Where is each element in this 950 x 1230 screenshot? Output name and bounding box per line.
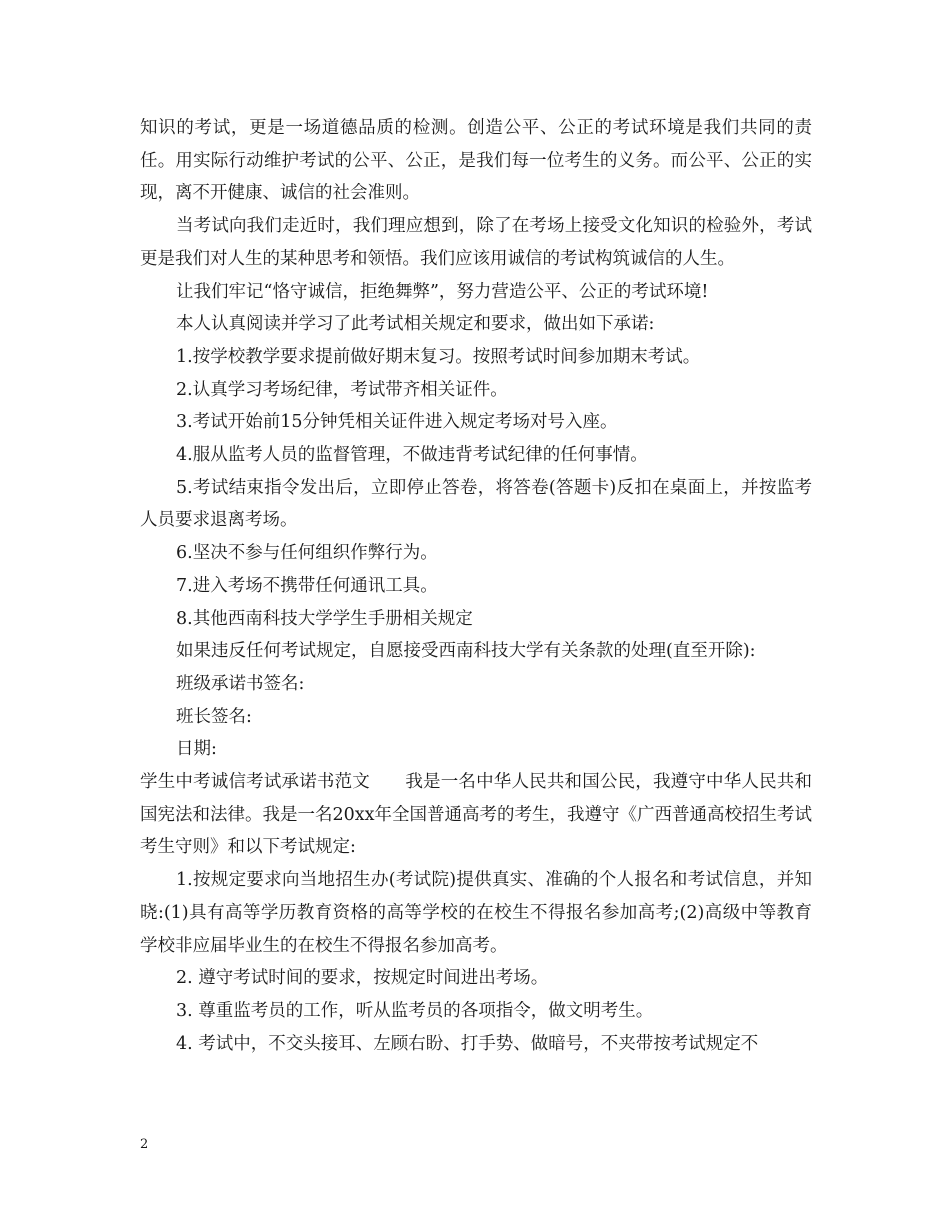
- paragraph: 当考试向我们走近时，我们理应想到，除了在考场上接受文化知识的检验外，考试更是我们对人生的某种思考和领悟。我们应该用诚信的考试构筑诚信的人生。: [140, 216, 812, 269]
- page-number: 2: [140, 1137, 149, 1152]
- paragraph: 知识的考试，更是一场道德品质的检测。创造公平、公正的考试环境是我们共同的责任。用实际行动维护考试的公平、公正，是我们每一位考生的义务。而公平、公正的实现，离不开健康、诚信的社会准则。: [140, 118, 812, 204]
- paragraph: 学生中考诚信考试承诺书范文 我是一名中华人民共和国公民，我遵守中华人民共和国宪法和法律。我是一名20xx年全国普通高考的考生，我遵守《广西普通高校招生考试考生守则》和以下考试规定:: [140, 772, 813, 858]
- list-item: 3. 尊重监考员的工作，听从监考员的各项指令，做文明考生。: [176, 1000, 654, 1021]
- list-item: 3.考试开始前15分钟凭相关证件进入规定考场对号入座。: [176, 412, 618, 433]
- paragraph: 让我们牢记“恪守诚信，拒绝舞弊”，努力营造公平、公正的考试环境!: [176, 281, 709, 302]
- list-item: 4. 考试中，不交头接耳、左顾右盼、打手势、做暗号，不夹带按考试规定不: [176, 1033, 759, 1054]
- paragraph: 本人认真阅读并学习了此考试相关规定和要求，做出如下承诺:: [176, 314, 655, 335]
- list-item: 2.认真学习考场纪律，考试带齐相关证件。: [176, 379, 508, 400]
- list-item: 1.按规定要求向当地招生办(考试院)提供真实、准确的个人报名和考试信息，并知晓:(1)具有高等学历教育资格的高等学校的在校生不得报名参加高考;(2)高级中等教育学校非应届毕业生的在校生不得报名参加高考。: [140, 870, 812, 956]
- signature-line: 班级承诺书签名:: [176, 673, 305, 694]
- list-item: 5.考试结束指令发出后，立即停止答卷，将答卷(答题卡)反扣在桌面上，并按监考人员要求退离考场。: [140, 477, 812, 531]
- list-item: 6.坚决不参与任何组织作弊行为。: [176, 543, 438, 564]
- list-item: 8.其他西南科技大学学生手册相关规定: [176, 608, 473, 629]
- date-line: 日期:: [176, 739, 217, 760]
- list-item: 4.服从监考人员的监督管理，不做违背考试纪律的任何事情。: [176, 445, 648, 466]
- signature-line: 班长签名:: [176, 706, 252, 727]
- paragraph: 如果违反任何考试规定，自愿接受西南科技大学有关条款的处理(直至开除):: [176, 641, 756, 662]
- document-body: [140, 112, 812, 1060]
- list-item: 1.按学校教学要求提前做好期末复习。按照考试时间参加期末考试。: [176, 346, 701, 367]
- list-item: 7.进入考场不携带任何通讯工具。: [176, 575, 438, 596]
- list-item: 2. 遵守考试时间的要求，按规定时间进出考场。: [176, 968, 549, 989]
